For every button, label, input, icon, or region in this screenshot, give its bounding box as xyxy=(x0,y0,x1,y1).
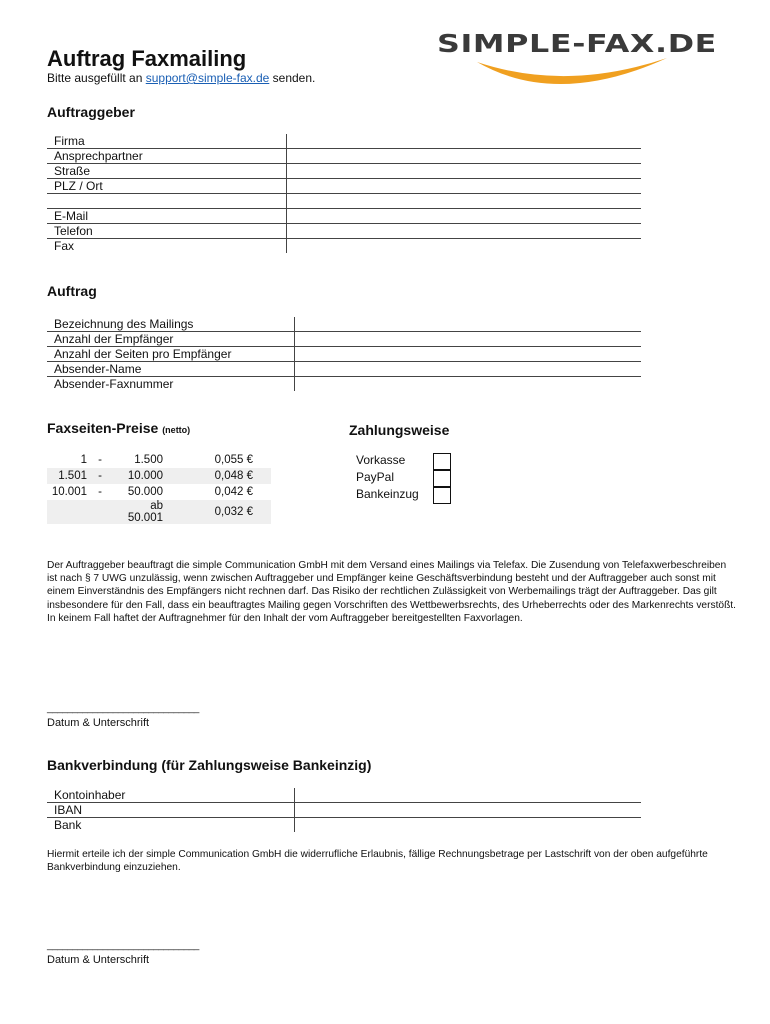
field-label: Telefon xyxy=(47,224,287,239)
field-input[interactable] xyxy=(287,194,642,209)
mandate-text: Hiermit erteile ich der simple Communication GmbH die widerrufliche Erlaubnis, fällige Rechnungsbetrage per Lastschrift von der oben aufgeführte Bankverbindung einzuziehen. xyxy=(47,849,708,874)
field-label: PLZ / Ort xyxy=(47,179,287,194)
form-row xyxy=(47,194,641,209)
instruction-prefix: Bitte ausgefüllt an xyxy=(47,71,146,85)
payment-checkbox[interactable] xyxy=(433,470,451,487)
price-to: 10.000 xyxy=(109,468,167,484)
field-label: Absender-Faxnummer xyxy=(54,377,174,391)
signature-label: Datum & Unterschrift xyxy=(47,954,150,966)
price-to: 1.500 xyxy=(134,454,163,466)
field-input[interactable] xyxy=(295,803,642,818)
logo-text: SIMPLE-FAX.DE xyxy=(437,30,717,58)
field-label: Bank xyxy=(54,818,82,832)
email-link[interactable]: support@simple-fax.de xyxy=(145,71,270,85)
field-input[interactable] xyxy=(295,788,642,803)
form-row xyxy=(47,209,641,224)
form-row xyxy=(47,179,641,194)
field-label: E-Mail xyxy=(47,209,287,224)
section-heading-zahlungsweise: Zahlungsweise xyxy=(349,422,450,438)
logo-swoosh xyxy=(477,58,667,84)
section-heading-auftraggeber: Auftraggeber xyxy=(47,104,135,120)
price-dash: - xyxy=(98,454,102,466)
payment-option-label: PayPal xyxy=(356,470,395,484)
section-heading-preise xyxy=(47,420,190,436)
field-input[interactable] xyxy=(295,362,642,377)
field-input[interactable] xyxy=(287,239,642,254)
price-row xyxy=(47,500,271,524)
price-from: 1.501 xyxy=(47,468,91,484)
price-from: 10.001 xyxy=(51,486,87,498)
field-input[interactable] xyxy=(295,332,642,347)
form-row xyxy=(47,818,641,833)
form-row xyxy=(47,224,641,239)
field-input[interactable] xyxy=(295,347,642,362)
page-title: Auftrag Faxmailing xyxy=(47,46,247,71)
field-label: Kontoinhaber xyxy=(47,788,295,803)
field-label: Anzahl der Empfänger xyxy=(47,332,295,347)
price-from xyxy=(47,500,91,524)
signature-line: ______________________________ xyxy=(47,940,199,951)
field-input[interactable] xyxy=(287,164,642,179)
form-row xyxy=(47,377,641,392)
field-input[interactable] xyxy=(287,209,642,224)
price-value: 0,042 € xyxy=(214,486,253,498)
price-to: ab 50.001 xyxy=(109,500,167,524)
price-dash xyxy=(91,500,109,524)
price-dash: - xyxy=(91,468,109,484)
field-input[interactable] xyxy=(287,224,642,239)
price-table xyxy=(47,452,271,524)
instruction-suffix: senden. xyxy=(269,71,316,85)
preise-note: (netto) xyxy=(162,425,191,435)
field-input[interactable] xyxy=(287,149,642,164)
field-label: Ansprechpartner xyxy=(47,149,287,164)
payment-option-label: Vorkasse xyxy=(356,453,406,467)
form-row xyxy=(47,362,641,377)
auftraggeber-form xyxy=(47,134,641,253)
price-value: 0,032 € xyxy=(167,500,271,524)
legal-text: Der Auftraggeber beauftragt die simple Communication GmbH mit dem Versand eines Mailings via Telefax. Die Zusendung von Telefaxwerbeschreiben ist nach § 7 UWG unzulässig, wenn zwischen Auftraggeber und Empfänger keine Geschäftsverbindung besteht und der Auftraggeber auch sonst mit einem Einverständnis des Empfängers nicht rechnen darf. Das Risiko der rechtlichen Zulässigkeit von Werbemailings trägt der Auftraggeber. Das gilt insbesondere für den Fall, dass ein beauftragtes Mailing gegen Vorschriften des Wettbewerbsrechts, des Urheberrechts oder des Markenrechts verstößt. In keinem Fall haftet der Auftragnehmer für den Inhalt der vom Auftraggeber bereitgestellten Faxvorlagen. xyxy=(47,560,736,624)
signature-line: ______________________________ xyxy=(47,703,199,714)
bank-form xyxy=(47,788,641,832)
form-row xyxy=(47,788,641,803)
payment-checkbox[interactable] xyxy=(433,453,451,470)
price-dash: - xyxy=(98,486,102,498)
form-row xyxy=(47,347,641,362)
field-label: Bezeichnung des Mailings xyxy=(47,317,295,332)
form-row xyxy=(47,164,641,179)
price-row xyxy=(47,468,271,484)
section-heading-bank: Bankverbindung (für Zahlungsweise Bankeinzig) xyxy=(47,757,372,773)
payment-option-label: Bankeinzug xyxy=(356,487,419,501)
field-input[interactable] xyxy=(287,134,642,149)
form-row xyxy=(47,332,641,347)
preise-heading-text: Faxseiten-Preise xyxy=(47,420,159,436)
field-label: IBAN xyxy=(47,803,295,818)
form-row xyxy=(47,239,641,254)
field-label: Straße xyxy=(47,164,287,179)
form-row xyxy=(47,803,641,818)
price-row xyxy=(47,452,271,468)
price-from: 1 xyxy=(80,454,87,466)
price-to: 50.000 xyxy=(127,486,163,498)
auftrag-form xyxy=(47,317,641,391)
form-row xyxy=(47,134,641,149)
price-row xyxy=(47,484,271,500)
signature-label: Datum & Unterschrift xyxy=(47,717,150,729)
field-input[interactable] xyxy=(295,317,642,332)
field-label: Firma xyxy=(47,134,287,149)
section-heading-auftrag: Auftrag xyxy=(47,283,97,299)
form-row xyxy=(47,149,641,164)
instruction-text xyxy=(47,71,315,85)
price-value: 0,048 € xyxy=(167,468,271,484)
payment-checkbox[interactable] xyxy=(433,487,451,504)
field-input[interactable] xyxy=(287,179,642,194)
field-label: Anzahl der Seiten pro Empfänger xyxy=(47,347,295,362)
field-label xyxy=(47,194,287,209)
field-input[interactable] xyxy=(295,818,642,833)
simple-fax-logo xyxy=(437,30,722,94)
form-row xyxy=(47,317,641,332)
field-label: Absender-Name xyxy=(47,362,295,377)
price-value: 0,055 € xyxy=(214,454,253,466)
field-label: Fax xyxy=(54,239,75,253)
field-input[interactable] xyxy=(295,377,642,392)
